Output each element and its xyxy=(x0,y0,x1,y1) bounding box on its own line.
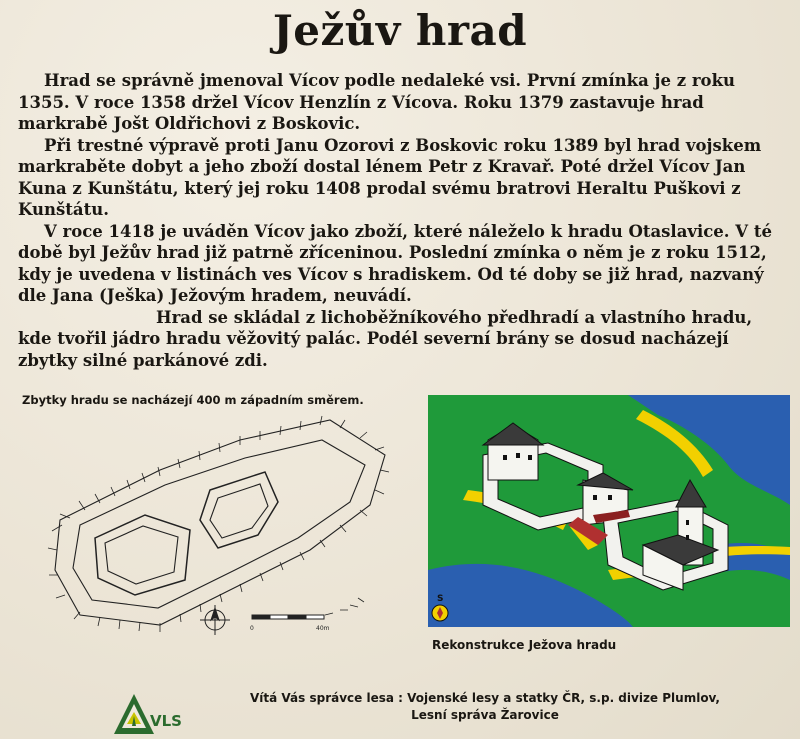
compass-badge-icon xyxy=(432,605,448,621)
logo-text: VLS xyxy=(150,712,182,730)
footer-line-1: Vítá Vás správce lesa : Vojenské lesy a statky ČR, s.p. divize Plumlov, xyxy=(250,691,720,705)
compass-letter: S xyxy=(437,594,444,604)
scale-end: 40m xyxy=(316,625,330,632)
compass-icon xyxy=(200,605,230,635)
page-title: Ježův hrad xyxy=(272,6,528,55)
castle-reconstruction-image xyxy=(428,395,790,627)
scale-start: 0 xyxy=(250,625,254,632)
paragraph-4: Hrad se skládal z lichoběžníkového předhradí a vlastního hradu, kde tvořil jádro hradu věžovitý palác. Podél severní brány se dosud nacházejí zbytky silné parkánové zdi. xyxy=(18,307,753,370)
paragraph-3: V roce 1418 je uváděn Vícov jako zboží, které náleželo k hradu Otaslavice. V té době byl Ježův hrad již patrně zříceninou. Poslední zmínka o něm je z roku 1512, kdy je uvedena v listinách ves Vícov s hradiskem. Od té doby se již hrad, nazvaný dle Jana (Ješka) Ježovým hradem, neuvádí. xyxy=(18,221,772,305)
castle-ground-plan xyxy=(40,410,410,660)
footer-line-2: Lesní správa Žarovice xyxy=(411,708,559,722)
plan-caption: Zbytky hradu se nacházejí 400 m západním směrem. xyxy=(22,393,364,407)
history-text xyxy=(18,70,788,371)
paragraph-2: Při trestné výpravě proti Janu Ozorovi z Boskovic roku 1389 byl hrad vojskem markraběte dobyt a jeho zboží dostal lénem Petr z Kravař. Poté držel Vícov Jan Kuna z Kunštátu, který jej roku 1408 prodal svému bratrovi Heraltu Puškovi z Kunštátu. xyxy=(18,135,762,219)
paragraph-1: Hrad se správně jmenoval Vícov podle nedaleké vsi. První zmínka je z roku 1355. V roce 1358 držel Vícov Henzlín z Vícova. Roku 1379 zastavuje hrad markrabě Jošt Oldřichovi z Boskovic. xyxy=(18,71,735,133)
reconstruction-caption: Rekonstrukce Ježova hradu xyxy=(432,638,617,652)
footer xyxy=(250,690,720,724)
